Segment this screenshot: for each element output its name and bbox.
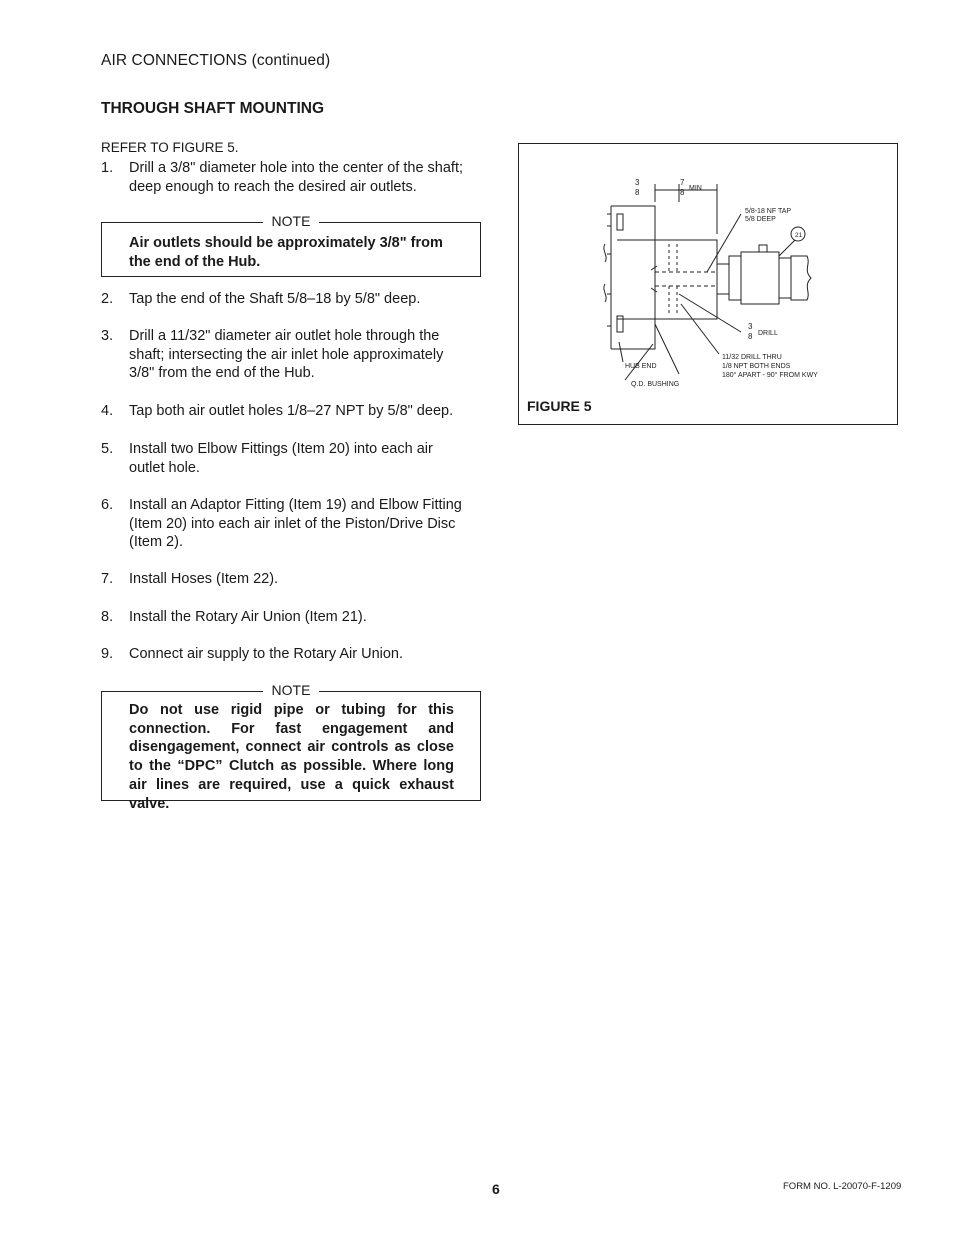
break-line bbox=[604, 244, 606, 302]
figure-5 bbox=[518, 143, 898, 425]
note-label: NOTE bbox=[263, 682, 320, 698]
dim-frac-b-den: 8 bbox=[680, 188, 685, 197]
drill-thru-line2: 1/8 NPT BOTH ENDS bbox=[722, 363, 791, 370]
union-end bbox=[791, 256, 811, 300]
note-text: Air outlets should be approximately 3/8" from the end of the Hub. bbox=[129, 235, 443, 270]
drill-frac-num: 3 bbox=[748, 322, 753, 331]
flange-notch bbox=[617, 214, 623, 230]
section-title: AIR CONNECTIONS (continued) bbox=[101, 52, 331, 69]
step-number: 6. bbox=[101, 497, 114, 513]
step-text: Connect air supply to the Rotary Air Union. bbox=[129, 646, 404, 662]
step-number: 9. bbox=[101, 646, 114, 662]
step-number: 2. bbox=[101, 291, 114, 307]
step-text: Install two Elbow Fittings (Item 20) into each air outlet hole. bbox=[129, 441, 433, 476]
tap-label-1: 5/8-18 NF TAP bbox=[745, 208, 792, 215]
step-number: 8. bbox=[101, 609, 114, 625]
tap-label-2: 5/8 DEEP bbox=[745, 216, 776, 223]
note-box bbox=[101, 213, 481, 277]
drill-thru-line1: 11/32 DRILL THRU bbox=[722, 354, 782, 361]
refer-to-figure: REFER TO FIGURE 5. bbox=[101, 140, 239, 155]
dim-frac-a-num: 3 bbox=[635, 178, 640, 187]
dim-min-label: MIN bbox=[689, 185, 702, 192]
step-number: 4. bbox=[101, 403, 114, 419]
hub-end-label: HUB END bbox=[625, 363, 657, 370]
qd-bushing-label: Q.D. BUSHING bbox=[631, 381, 680, 388]
warning-note-box bbox=[101, 682, 481, 812]
step-text: Tap the end of the Shaft 5/8–18 by 5/8" deep. bbox=[129, 291, 421, 307]
step-text: Drill a 3/8" diameter hole into the center of the shaft; deep enough to reach the desired air outlets. bbox=[129, 160, 463, 195]
shaft-mounting-diagram bbox=[519, 144, 897, 424]
step-number: 1. bbox=[101, 160, 114, 176]
form-number: FORM NO. L-20070-F-1209 bbox=[783, 1181, 902, 1192]
drill-frac-den: 8 bbox=[748, 332, 753, 341]
bushing-outline bbox=[611, 206, 655, 349]
shaft-outline bbox=[617, 240, 717, 319]
dim-frac-b-num: 7 bbox=[680, 178, 685, 187]
note-label: NOTE bbox=[263, 213, 320, 229]
step-number: 5. bbox=[101, 441, 114, 457]
page-number: 6 bbox=[492, 1181, 500, 1197]
dim-frac-a-den: 8 bbox=[635, 188, 640, 197]
union-nut bbox=[729, 256, 741, 300]
union-body bbox=[741, 252, 779, 304]
step-text: Install Hoses (Item 22). bbox=[129, 571, 279, 587]
drill-thru-line3: 180° APART - 90° FROM KWY bbox=[722, 372, 818, 379]
step-number: 3. bbox=[101, 328, 114, 344]
subsection-title: THROUGH SHAFT MOUNTING bbox=[101, 100, 325, 117]
step-text: Tap both air outlet holes 1/8–27 NPT by 5/8" deep. bbox=[129, 403, 454, 419]
note-text: Do not use rigid pipe or tubing for this connection. For fast engagement and disengagement, connect air controls as close to the “DPC” Clutch as possible. Where long air lines are required, use a quick exhaust valve. bbox=[129, 702, 454, 812]
step-text: Install an Adaptor Fitting (Item 19) and Elbow Fitting (Item 20) into each air inlet of the Piston/Drive Disc (Item 2). bbox=[129, 497, 462, 550]
item-21-number: 21 bbox=[795, 232, 803, 239]
step-text: Install the Rotary Air Union (Item 21). bbox=[129, 609, 367, 625]
drill-label: DRILL bbox=[758, 330, 778, 337]
step-number: 7. bbox=[101, 571, 114, 587]
step-text: Drill a 11/32" diameter air outlet hole through the shaft; intersecting the air inlet hole approximately 3/8" from the end of the Hub. bbox=[129, 328, 444, 381]
figure-caption: FIGURE 5 bbox=[527, 398, 592, 414]
